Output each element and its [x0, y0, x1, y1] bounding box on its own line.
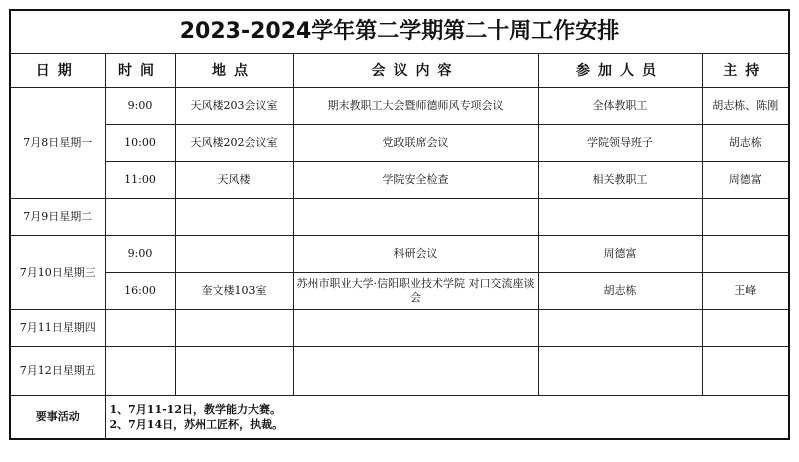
host-cell: 王峰 — [702, 273, 789, 310]
header-attendees: 参加人员 — [538, 54, 702, 88]
content-cell — [293, 347, 538, 396]
date-cell: 7月8日星期一 — [10, 88, 105, 199]
host-cell — [702, 236, 789, 273]
host-cell — [702, 199, 789, 236]
page-title: 2023-2024学年第二学期第二十周工作安排 — [10, 10, 789, 54]
footer-note-item: 1、7月11-12日，教学能力大赛。 — [109, 403, 281, 416]
host-cell — [702, 347, 789, 396]
content-cell: 学院安全检查 — [293, 162, 538, 199]
time-cell — [105, 310, 175, 347]
place-cell: 天风楼203会议室 — [175, 88, 293, 125]
footer-notes — [105, 396, 789, 440]
footer-label: 要事活动 — [10, 396, 105, 440]
attendees-cell — [538, 310, 702, 347]
place-cell: 天风楼202会议室 — [175, 125, 293, 162]
time-cell: 9:00 — [105, 236, 175, 273]
header-host: 主持 — [702, 54, 789, 88]
header-place: 地点 — [175, 54, 293, 88]
attendees-cell: 相关教职工 — [538, 162, 702, 199]
schedule-sheet — [9, 9, 788, 452]
schedule-row — [10, 273, 789, 310]
footer-row — [10, 396, 789, 440]
place-cell: 天风楼 — [175, 162, 293, 199]
header-date: 日期 — [10, 54, 105, 88]
schedule-row — [10, 88, 789, 125]
place-cell — [175, 199, 293, 236]
time-cell — [105, 347, 175, 396]
schedule-row — [10, 162, 789, 199]
schedule-row — [10, 199, 789, 236]
host-cell: 胡志栋 — [702, 125, 789, 162]
content-cell — [293, 310, 538, 347]
attendees-cell: 胡志栋 — [538, 273, 702, 310]
time-cell: 16:00 — [105, 273, 175, 310]
place-cell — [175, 347, 293, 396]
host-cell: 周德富 — [702, 162, 789, 199]
header-content: 会议内容 — [293, 54, 538, 88]
attendees-cell — [538, 199, 702, 236]
schedule-row — [10, 310, 789, 347]
content-cell: 党政联席会议 — [293, 125, 538, 162]
host-cell — [702, 310, 789, 347]
header-row — [10, 54, 789, 88]
title-row — [10, 10, 789, 54]
place-cell: 奎文楼103室 — [175, 273, 293, 310]
place-cell — [175, 310, 293, 347]
header-time: 时间 — [105, 54, 175, 88]
schedule-table — [9, 9, 790, 440]
schedule-row — [10, 347, 789, 396]
date-cell: 7月9日星期二 — [10, 199, 105, 236]
footer-note-item: 2、7月14日，苏州工匠杯，执裁。 — [109, 418, 284, 431]
attendees-cell: 全体教职工 — [538, 88, 702, 125]
place-cell — [175, 236, 293, 273]
schedule-row — [10, 125, 789, 162]
time-cell: 10:00 — [105, 125, 175, 162]
content-cell: 期末教职工大会暨师德师风专项会议 — [293, 88, 538, 125]
date-cell: 7月12日星期五 — [10, 347, 105, 396]
date-cell: 7月11日星期四 — [10, 310, 105, 347]
host-cell: 胡志栋、陈刚 — [702, 88, 789, 125]
attendees-cell: 周德富 — [538, 236, 702, 273]
time-cell: 11:00 — [105, 162, 175, 199]
content-cell: 科研会议 — [293, 236, 538, 273]
attendees-cell: 学院领导班子 — [538, 125, 702, 162]
time-cell: 9:00 — [105, 88, 175, 125]
content-cell: 苏州市职业大学·信阳职业技术学院 对口交流座谈会 — [293, 273, 538, 310]
schedule-row — [10, 236, 789, 273]
time-cell — [105, 199, 175, 236]
date-cell: 7月10日星期三 — [10, 236, 105, 310]
attendees-cell — [538, 347, 702, 396]
content-cell — [293, 199, 538, 236]
